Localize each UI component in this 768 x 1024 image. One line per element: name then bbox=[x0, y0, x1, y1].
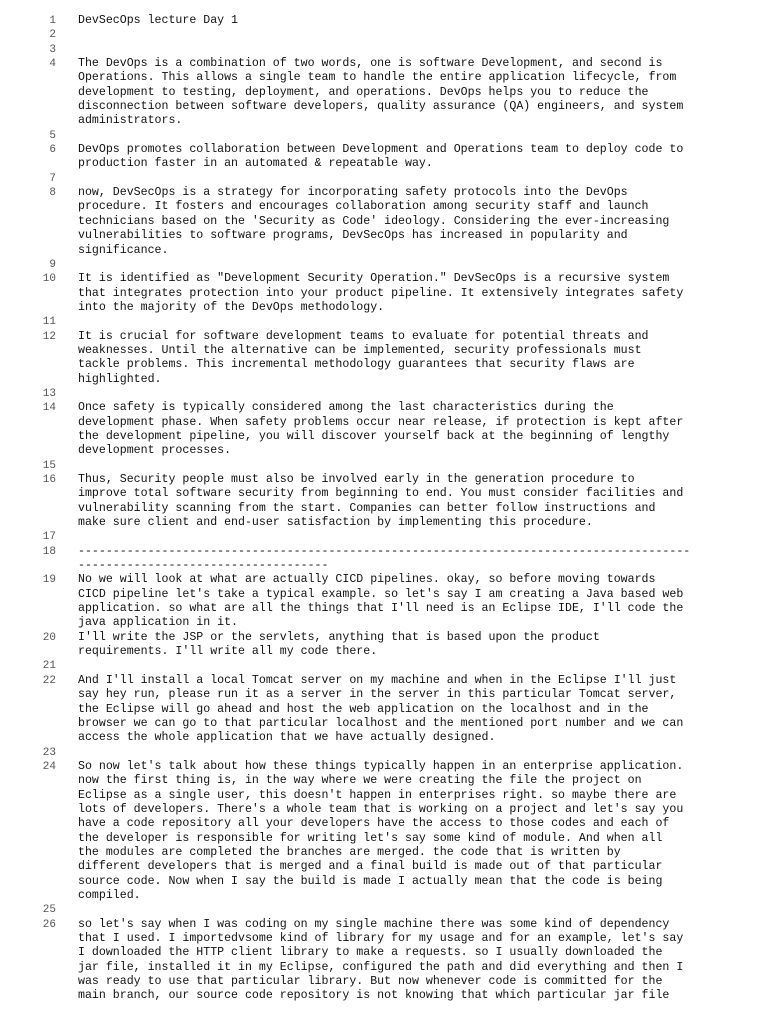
line-text bbox=[78, 746, 768, 760]
line-text-row: that I used. I importedvsome kind of library for my usage and for an example, let's say bbox=[78, 932, 684, 945]
line-text bbox=[78, 631, 768, 660]
line-text bbox=[78, 545, 768, 574]
line-text bbox=[78, 129, 768, 143]
editor-line[interactable] bbox=[0, 573, 768, 630]
line-text bbox=[78, 659, 768, 673]
line-text-row: Once safety is typically considered among the last characteristics during the bbox=[78, 401, 614, 415]
line-number: 9 bbox=[49, 258, 56, 271]
line-text bbox=[78, 258, 768, 272]
line-text bbox=[78, 674, 768, 746]
line-text-row: It is crucial for software development teams to evaluate for potential threats and bbox=[78, 329, 649, 343]
line-text bbox=[78, 760, 768, 903]
editor-line[interactable] bbox=[0, 272, 768, 315]
line-text-row: And I'll install a local Tomcat server on my machine and when in the Eclipse I'll just bbox=[78, 673, 677, 687]
line-text-row: Operations. This allows a single team to handle the entire application lifecycle, from bbox=[78, 71, 677, 85]
line-text-row: significance. bbox=[78, 243, 169, 257]
editor-line[interactable] bbox=[0, 459, 768, 473]
line-text-row: the development pipeline, you will discover yourself back at the beginning of lengthy bbox=[78, 429, 670, 443]
line-text bbox=[78, 473, 768, 530]
editor-line[interactable] bbox=[0, 401, 768, 458]
line-text-row: the developer is responsible for writing let's say some kind of module. And when all bbox=[78, 831, 663, 845]
editor-line[interactable] bbox=[0, 330, 768, 387]
line-text-row: production faster in an automated & repeatable way. bbox=[78, 157, 433, 171]
line-text-row: the Eclipse will go ahead and host the web application on the localhost and in the bbox=[78, 702, 649, 716]
line-text bbox=[78, 28, 768, 42]
editor-line[interactable] bbox=[0, 172, 768, 186]
editor-line[interactable] bbox=[0, 57, 768, 129]
line-text-row: compiled. bbox=[78, 888, 141, 902]
line-number: 17 bbox=[42, 531, 56, 544]
line-text-row: development to testing, deployment, and operations. DevOps helps you to reduce the bbox=[78, 85, 649, 99]
line-text-row: say hey run, please run it as a server in the server in this particular Tomcat server, bbox=[78, 688, 677, 702]
line-text-row: source code. Now when I say the build is made I actually mean that the code is being bbox=[78, 874, 663, 888]
line-text-row: the modules are completed the branches are merged. the code that is written by bbox=[78, 845, 621, 859]
editor-line[interactable] bbox=[0, 315, 768, 329]
editor-line[interactable] bbox=[0, 659, 768, 673]
line-number: 4 bbox=[49, 58, 56, 71]
line-text-row: So now let's talk about how these things typically happen in an enterprise application. bbox=[78, 759, 684, 773]
editor-line[interactable] bbox=[0, 186, 768, 258]
line-number: 24 bbox=[42, 760, 56, 773]
editor-line[interactable] bbox=[0, 760, 768, 903]
line-text-row: CICD pipeline let's take a typical example. so let's say I am creating a Java based web bbox=[78, 587, 684, 601]
line-text bbox=[78, 573, 768, 630]
line-text-row: disconnection between software developers, quality assurance (QA) engineers, and system bbox=[78, 100, 684, 114]
line-text-row: DevOps promotes collaboration between Development and Operations team to deploy code to bbox=[78, 143, 684, 157]
editor-line[interactable] bbox=[0, 918, 768, 1004]
editor-line[interactable] bbox=[0, 28, 768, 42]
line-text-row: now the first thing is, in the way where we were creating the file the project on bbox=[78, 774, 642, 788]
line-text-row: jar file, installed it in my Eclipse, configured the path and did everything and then I bbox=[78, 960, 684, 974]
line-number: 22 bbox=[42, 674, 56, 687]
line-number: 10 bbox=[42, 273, 56, 286]
editor-line[interactable] bbox=[0, 903, 768, 917]
line-number: 26 bbox=[42, 918, 56, 931]
line-text-row: java application in it. bbox=[78, 616, 239, 630]
line-text-row: that integrates protection into your product pipeline. It extensively integrates safety bbox=[78, 286, 684, 300]
line-number: 25 bbox=[42, 904, 56, 917]
line-text-row: access the whole application that we have actually designed. bbox=[78, 731, 496, 745]
editor-line[interactable] bbox=[0, 387, 768, 401]
line-text-row: I'll write the JSP or the servlets, anything that is based upon the product bbox=[78, 630, 600, 644]
line-text-row: lots of developers. There's a whole team that is working on a project and let's say you bbox=[78, 802, 684, 816]
editor-line[interactable] bbox=[0, 746, 768, 760]
editor-line[interactable] bbox=[0, 674, 768, 746]
line-text-row: improve total software security from beginning to end. You must consider facilities and bbox=[78, 487, 684, 501]
line-text bbox=[78, 903, 768, 917]
line-text-row: main branch, our source code repository is not knowing that which particular jar file bbox=[78, 989, 670, 1003]
line-text bbox=[78, 530, 768, 544]
line-number: 7 bbox=[49, 172, 56, 185]
line-text-row: ------------------------------------ bbox=[78, 559, 329, 573]
line-text-row: development processes. bbox=[78, 444, 232, 458]
line-text-row: technicians based on the 'Security as Code' ideology. Considering the ever-increasing bbox=[78, 214, 670, 228]
line-text bbox=[78, 186, 768, 258]
line-text-row: weaknesses. Until the alternative can be implemented, security professionals must bbox=[78, 343, 642, 357]
line-number: 8 bbox=[49, 187, 56, 200]
line-text-row: now, DevSecOps is a strategy for incorporating safety protocols into the DevOps bbox=[78, 186, 628, 200]
text-editor[interactable] bbox=[0, 14, 768, 1004]
line-number: 14 bbox=[42, 402, 56, 415]
editor-line[interactable] bbox=[0, 14, 768, 28]
line-text-row: into the majority of the DevOps methodology. bbox=[78, 300, 385, 314]
line-text-row: make sure client and end-user satisfaction by implementing this procedure. bbox=[78, 516, 593, 530]
editor-line[interactable] bbox=[0, 545, 768, 574]
editor-line[interactable] bbox=[0, 473, 768, 530]
editor-line[interactable] bbox=[0, 43, 768, 57]
editor-line[interactable] bbox=[0, 631, 768, 660]
line-number: 16 bbox=[42, 474, 56, 486]
line-number: 3 bbox=[49, 43, 56, 56]
line-text-row: vulnerability scanning from the start. Companies can better follow instructions and bbox=[78, 501, 656, 515]
line-text-row: It is identified as "Development Security Operation." DevSecOps is a recursive system bbox=[78, 272, 670, 286]
editor-line[interactable] bbox=[0, 129, 768, 143]
line-number: 6 bbox=[49, 144, 56, 157]
line-text-row: Eclipse as a single user, this doesn't happen in enterprises right. so maybe there are bbox=[78, 788, 677, 802]
line-number: 2 bbox=[49, 29, 56, 42]
line-text bbox=[78, 272, 768, 315]
line-text-row: was ready to use that particular library. But now whenever code is committed for the bbox=[78, 975, 663, 989]
line-number: 23 bbox=[42, 746, 56, 759]
line-text bbox=[78, 57, 768, 129]
line-text bbox=[78, 43, 768, 57]
line-text bbox=[78, 14, 768, 28]
line-text-row: No we will look at what are actually CICD pipelines. okay, so before moving towards bbox=[78, 573, 656, 587]
line-number: 15 bbox=[42, 459, 56, 472]
line-text-row: DevSecOps lecture Day 1 bbox=[78, 14, 239, 27]
line-text bbox=[78, 315, 768, 329]
line-text-row: procedure. It fosters and encourages collaboration among security staff and launch bbox=[78, 200, 649, 214]
line-text bbox=[78, 172, 768, 186]
line-number: 11 bbox=[42, 316, 56, 329]
line-text bbox=[78, 330, 768, 387]
line-number: 5 bbox=[49, 129, 56, 142]
line-text-row: vulnerabilities to software programs, DevSecOps has increased in popularity and bbox=[78, 229, 628, 243]
line-text-row: Thus, Security people must also be involved early in the generation procedure to bbox=[78, 473, 635, 486]
line-text bbox=[78, 459, 768, 473]
line-text bbox=[78, 387, 768, 401]
line-number: 18 bbox=[42, 545, 56, 558]
line-text-row: ---------------------------------------------------------------------------------------- bbox=[78, 544, 691, 558]
editor-line[interactable] bbox=[0, 143, 768, 172]
line-text-row: development phase. When safety problems occur near release, if protection is kept after bbox=[78, 415, 684, 429]
line-text bbox=[78, 401, 768, 458]
line-text-row: so let's say when I was coding on my single machine there was some kind of dependency bbox=[78, 917, 670, 931]
line-number: 20 bbox=[42, 631, 56, 644]
line-text bbox=[78, 143, 768, 172]
line-text-row: highlighted. bbox=[78, 372, 162, 386]
line-text-row: application. so what are all the things that I'll need is an Eclipse IDE, I'll code the bbox=[78, 602, 684, 616]
line-text-row: requirements. I'll write all my code there. bbox=[78, 645, 378, 659]
line-text-row: I downloaded the HTTP client library to make a requests. so I usually downloaded the bbox=[78, 946, 663, 960]
line-text-row: different developers that is merged and a final build is made out of that particular bbox=[78, 860, 663, 874]
line-number: 1 bbox=[49, 15, 56, 27]
editor-line[interactable] bbox=[0, 530, 768, 544]
line-text-row: tackle problems. This incremental methodology guarantees that security flaws are bbox=[78, 358, 635, 372]
line-text bbox=[78, 918, 768, 1004]
line-number: 12 bbox=[42, 330, 56, 343]
line-number: 13 bbox=[42, 387, 56, 400]
line-text-row: The DevOps is a combination of two words, one is software Development, and second is bbox=[78, 57, 663, 71]
line-text-row: administrators. bbox=[78, 114, 183, 128]
line-text-row: browser we can go to that particular localhost and the mentioned port number and we can bbox=[78, 716, 684, 730]
line-number: 21 bbox=[42, 660, 56, 673]
editor-line[interactable] bbox=[0, 258, 768, 272]
line-number: 19 bbox=[42, 574, 56, 587]
line-text-row: have a code repository all your developers have the access to those codes and each of bbox=[78, 817, 670, 831]
